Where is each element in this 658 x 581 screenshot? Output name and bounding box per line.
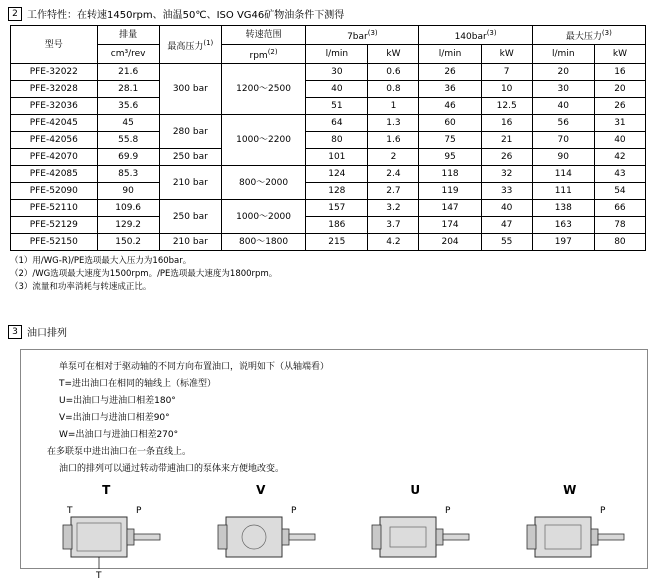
section-3-title: 油口排列 bbox=[27, 328, 67, 339]
cell-140bar-kw: 21 bbox=[481, 132, 532, 149]
th-140bar-kw: kW bbox=[481, 45, 532, 64]
th-max-lmin: l/min bbox=[532, 45, 594, 64]
cell-max-lmin: 163 bbox=[532, 217, 594, 234]
section-2-number: 2 bbox=[8, 7, 22, 21]
svg-text:P: P bbox=[599, 506, 606, 516]
cell-displacement: 35.6 bbox=[97, 98, 159, 115]
pump-label-U: U bbox=[410, 483, 421, 497]
cell-140bar-lmin: 26 bbox=[419, 64, 481, 81]
cell-140bar-lmin: 36 bbox=[419, 81, 481, 98]
section-3-header bbox=[0, 318, 658, 343]
cell-max-lmin: 197 bbox=[532, 234, 594, 251]
note-3: （3）流量和功率消耗与转速成正比。 bbox=[10, 282, 152, 292]
cell-max-kw: 66 bbox=[594, 200, 645, 217]
cell-max-kw: 54 bbox=[594, 183, 645, 200]
cell-140bar-kw: 33 bbox=[481, 183, 532, 200]
port-line-2: T=进出油口在相同的轴线上（标准型） bbox=[59, 379, 217, 389]
cell-140bar-lmin: 75 bbox=[419, 132, 481, 149]
port-line-4: V=出油口与进油口相差90° bbox=[59, 413, 170, 423]
cell-7bar-kw: 2.4 bbox=[368, 166, 419, 183]
pump-label-V: V bbox=[256, 483, 266, 497]
pump-diagram-V bbox=[196, 483, 326, 581]
cell-7bar-lmin: 215 bbox=[306, 234, 368, 251]
th-group-7bar: 7bar$^{(3)}$ bbox=[306, 26, 419, 45]
pump-drawing-T bbox=[41, 499, 171, 581]
th-speed-unit: rpm$^{(2)}$ bbox=[221, 45, 305, 64]
cell-7bar-lmin: 80 bbox=[306, 132, 368, 149]
cell-max-kw: 20 bbox=[594, 81, 645, 98]
port-line-6: 在多联泵中进出油口在一条直线上。 bbox=[47, 447, 192, 457]
table-row bbox=[11, 132, 646, 149]
cell-140bar-kw: 26 bbox=[481, 149, 532, 166]
cell-7bar-kw: 1.6 bbox=[368, 132, 419, 149]
cell-140bar-lmin: 118 bbox=[419, 166, 481, 183]
section-2-title: 工作特性：在转速1450rpm、油温50℃、ISO VG46矿物油条件下测得 bbox=[27, 10, 345, 21]
cell-displacement: 69.9 bbox=[97, 149, 159, 166]
pump-drawing-U bbox=[350, 499, 480, 581]
th-displacement-unit: cm³/rev bbox=[97, 45, 159, 64]
cell-max-kw: 31 bbox=[594, 115, 645, 132]
th-7bar-kw: kW bbox=[368, 45, 419, 64]
cell-model: PFE-42085 bbox=[11, 166, 98, 183]
th-max-kw: kW bbox=[594, 45, 645, 64]
cell-max-pressure: 250 bar bbox=[159, 200, 221, 234]
cell-max-kw: 80 bbox=[594, 234, 645, 251]
cell-140bar-kw: 16 bbox=[481, 115, 532, 132]
cell-7bar-lmin: 30 bbox=[306, 64, 368, 81]
cell-model: PFE-52110 bbox=[11, 200, 98, 217]
cell-140bar-kw: 55 bbox=[481, 234, 532, 251]
note-1: （1）用/WG-R)/PE选项最大入压力为160bar。 bbox=[10, 256, 192, 266]
pump-diagram-W bbox=[505, 483, 635, 581]
cell-max-lmin: 40 bbox=[532, 98, 594, 115]
cell-140bar-lmin: 60 bbox=[419, 115, 481, 132]
pump-diagram-U bbox=[350, 483, 480, 581]
th-displacement: 排量 bbox=[97, 26, 159, 45]
svg-text:T: T bbox=[67, 506, 73, 516]
section-3-number: 3 bbox=[8, 325, 22, 339]
table-row bbox=[11, 81, 646, 98]
pump-diagram-row bbox=[29, 483, 647, 581]
cell-max-lmin: 111 bbox=[532, 183, 594, 200]
cell-model: PFE-42070 bbox=[11, 149, 98, 166]
cell-max-lmin: 138 bbox=[532, 200, 594, 217]
cell-displacement: 109.6 bbox=[97, 200, 159, 217]
cell-displacement: 90 bbox=[97, 183, 159, 200]
table-row bbox=[11, 149, 646, 166]
cell-max-kw: 78 bbox=[594, 217, 645, 234]
svg-text:P: P bbox=[445, 506, 451, 516]
section-2-header bbox=[0, 0, 658, 25]
table-row bbox=[11, 217, 646, 234]
table-row bbox=[11, 64, 646, 81]
th-speed-range: 转速范围 bbox=[221, 26, 305, 45]
cell-max-pressure: 210 bar bbox=[159, 234, 221, 251]
svg-text:P: P bbox=[290, 506, 297, 516]
cell-7bar-lmin: 40 bbox=[306, 81, 368, 98]
cell-model: PFE-42045 bbox=[11, 115, 98, 132]
cell-displacement: 21.6 bbox=[97, 64, 159, 81]
cell-140bar-kw: 40 bbox=[481, 200, 532, 217]
cell-140bar-kw: 12.5 bbox=[481, 98, 532, 115]
cell-140bar-lmin: 95 bbox=[419, 149, 481, 166]
cell-max-pressure: 280 bar bbox=[159, 115, 221, 149]
cell-140bar-lmin: 46 bbox=[419, 98, 481, 115]
table-row bbox=[11, 166, 646, 183]
cell-max-pressure: 250 bar bbox=[159, 149, 221, 166]
cell-140bar-lmin: 174 bbox=[419, 217, 481, 234]
cell-max-kw: 40 bbox=[594, 132, 645, 149]
cell-7bar-lmin: 128 bbox=[306, 183, 368, 200]
table-row bbox=[11, 98, 646, 115]
table-row bbox=[11, 115, 646, 132]
cell-140bar-lmin: 204 bbox=[419, 234, 481, 251]
cell-speed-range: 1200～2500 bbox=[221, 64, 305, 115]
cell-max-kw: 43 bbox=[594, 166, 645, 183]
cell-7bar-kw: 1.3 bbox=[368, 115, 419, 132]
pump-drawing-V bbox=[196, 499, 326, 581]
cell-7bar-kw: 1 bbox=[368, 98, 419, 115]
pump-drawing-W bbox=[505, 499, 635, 581]
cell-model: PFE-32022 bbox=[11, 64, 98, 81]
port-line-7: 油口的排列可以通过转动带逋油口的泵体来方便地改变。 bbox=[59, 464, 285, 474]
note-2: （2）/WG选项最大速度为1500rpm。/PE选项最大速度为1800rpm。 bbox=[10, 269, 278, 279]
cell-model: PFE-32028 bbox=[11, 81, 98, 98]
table-row bbox=[11, 234, 646, 251]
cell-140bar-kw: 47 bbox=[481, 217, 532, 234]
cell-displacement: 85.3 bbox=[97, 166, 159, 183]
cell-model: PFE-52150 bbox=[11, 234, 98, 251]
section-2-notes bbox=[10, 255, 658, 294]
th-model: 型号 bbox=[11, 26, 98, 64]
cell-displacement: 129.2 bbox=[97, 217, 159, 234]
port-line-1: 单泵可在相对于驱动轴的不同方向布置油口，说明如下（从轴端看） bbox=[59, 362, 330, 372]
cell-7bar-lmin: 64 bbox=[306, 115, 368, 132]
th-max-pressure: 最高压力$^{(1)}$ bbox=[159, 26, 221, 64]
svg-text:P: P bbox=[136, 506, 142, 516]
port-line-5: W=出油口与进油口相差270° bbox=[59, 430, 179, 440]
cell-140bar-lmin: 119 bbox=[419, 183, 481, 200]
table-row bbox=[11, 183, 646, 200]
cell-model: PFE-42056 bbox=[11, 132, 98, 149]
cell-max-kw: 26 bbox=[594, 98, 645, 115]
cell-7bar-lmin: 186 bbox=[306, 217, 368, 234]
cell-displacement: 28.1 bbox=[97, 81, 159, 98]
port-line-3: U=出油口与进油口相差180° bbox=[59, 396, 176, 406]
cell-max-lmin: 70 bbox=[532, 132, 594, 149]
cell-max-lmin: 56 bbox=[532, 115, 594, 132]
cell-speed-range: 800～2000 bbox=[221, 166, 305, 200]
cell-displacement: 55.8 bbox=[97, 132, 159, 149]
svg-text:T: T bbox=[96, 571, 102, 581]
cell-7bar-lmin: 124 bbox=[306, 166, 368, 183]
cell-model: PFE-32036 bbox=[11, 98, 98, 115]
table-body bbox=[11, 64, 646, 251]
pump-diagram-T bbox=[41, 483, 171, 581]
cell-7bar-kw: 3.7 bbox=[368, 217, 419, 234]
cell-max-kw: 42 bbox=[594, 149, 645, 166]
cell-140bar-kw: 7 bbox=[481, 64, 532, 81]
cell-7bar-lmin: 157 bbox=[306, 200, 368, 217]
cell-max-lmin: 20 bbox=[532, 64, 594, 81]
cell-7bar-kw: 0.6 bbox=[368, 64, 419, 81]
cell-model: PFE-52129 bbox=[11, 217, 98, 234]
th-140bar-lmin: l/min bbox=[419, 45, 481, 64]
cell-speed-range: 1000～2000 bbox=[221, 200, 305, 234]
cell-7bar-kw: 2.7 bbox=[368, 183, 419, 200]
cell-140bar-lmin: 147 bbox=[419, 200, 481, 217]
cell-displacement: 45 bbox=[97, 115, 159, 132]
cell-max-lmin: 114 bbox=[532, 166, 594, 183]
table-header-row-2 bbox=[11, 45, 646, 64]
cell-7bar-kw: 0.8 bbox=[368, 81, 419, 98]
cell-max-lmin: 30 bbox=[532, 81, 594, 98]
th-7bar-lmin: l/min bbox=[306, 45, 368, 64]
pump-label-T: T bbox=[102, 483, 111, 497]
cell-7bar-lmin: 101 bbox=[306, 149, 368, 166]
cell-7bar-lmin: 51 bbox=[306, 98, 368, 115]
th-group-140bar: 140bar$^{(3)}$ bbox=[419, 26, 532, 45]
cell-7bar-kw: 3.2 bbox=[368, 200, 419, 217]
cell-7bar-kw: 4.2 bbox=[368, 234, 419, 251]
cell-displacement: 150.2 bbox=[97, 234, 159, 251]
cell-speed-range: 1000～2200 bbox=[221, 115, 305, 166]
cell-max-pressure: 210 bar bbox=[159, 166, 221, 200]
table-header-row-1 bbox=[11, 26, 646, 45]
th-group-maxpressure: 最大压力$^{(3)}$ bbox=[532, 26, 645, 45]
cell-model: PFE-52090 bbox=[11, 183, 98, 200]
cell-140bar-kw: 10 bbox=[481, 81, 532, 98]
cell-max-lmin: 90 bbox=[532, 149, 594, 166]
specification-table bbox=[10, 25, 646, 251]
cell-7bar-kw: 2 bbox=[368, 149, 419, 166]
cell-speed-range: 800～1800 bbox=[221, 234, 305, 251]
cell-max-pressure: 300 bar bbox=[159, 64, 221, 115]
cell-max-kw: 16 bbox=[594, 64, 645, 81]
pump-label-W: W bbox=[563, 483, 577, 497]
port-arrangement-box bbox=[20, 349, 648, 581]
cell-140bar-kw: 32 bbox=[481, 166, 532, 183]
table-row bbox=[11, 200, 646, 217]
